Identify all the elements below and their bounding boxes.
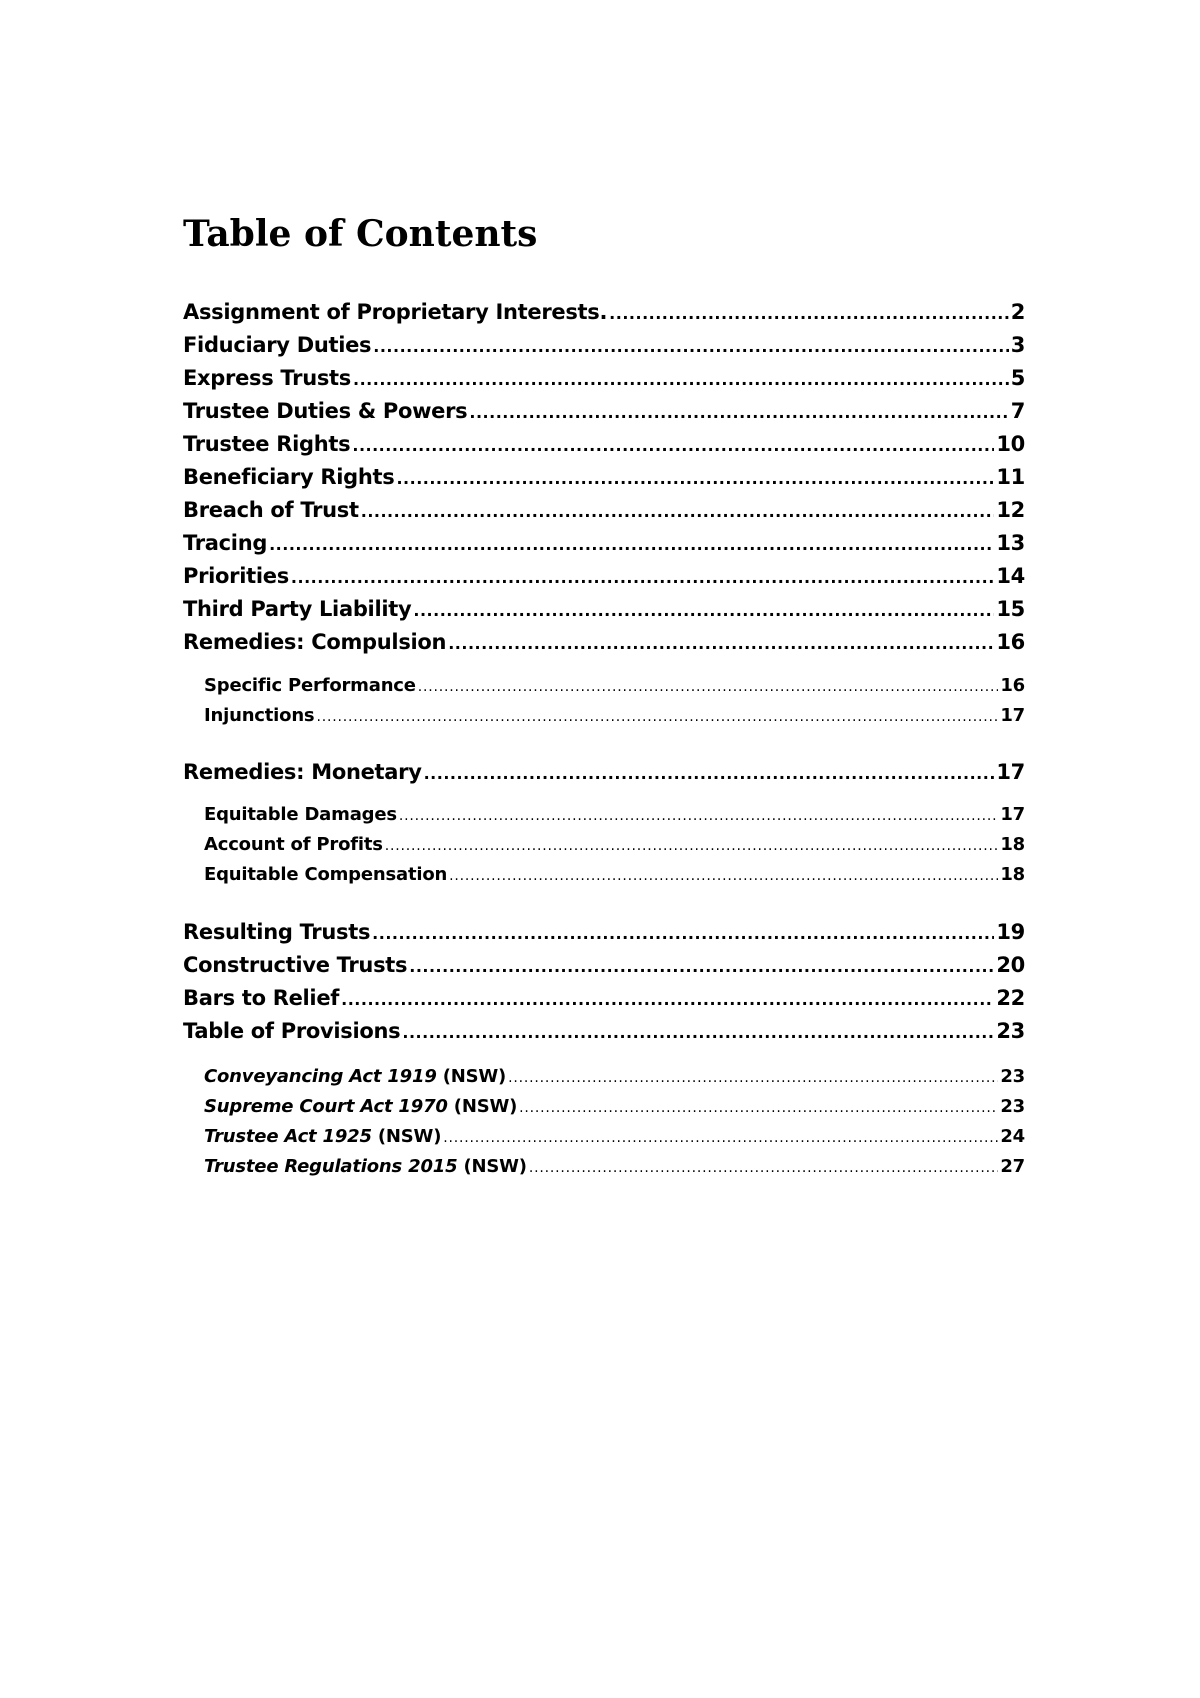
toc-entry-label: Beneficiary Rights <box>183 465 395 489</box>
toc-entry-label <box>204 1093 517 1121</box>
toc-page-number: 19 <box>996 920 1025 944</box>
toc-page-number: 10 <box>996 432 1025 456</box>
toc-entry-label <box>204 1153 527 1181</box>
toc-entry[interactable] <box>183 330 1025 360</box>
toc-entry-label: Table of Provisions <box>183 1019 401 1043</box>
toc-subentry[interactable] <box>204 1093 1025 1121</box>
toc-dot-leader <box>449 862 998 890</box>
toc-page-number: 17 <box>1000 804 1025 825</box>
toc-page-number: 24 <box>1000 1126 1025 1147</box>
toc-entry[interactable] <box>183 1016 1025 1046</box>
toc-page-number: 17 <box>996 760 1025 784</box>
toc-page-number: 3 <box>1010 333 1025 357</box>
toc-dot-leader <box>448 629 994 659</box>
toc-entry-label: Account of Profits <box>204 834 383 855</box>
toc-page-number: 11 <box>996 465 1025 489</box>
toc-page-number: 16 <box>1000 675 1025 696</box>
jurisdiction: (NSW) <box>457 1156 527 1177</box>
toc-dot-leader <box>352 431 994 461</box>
toc-page-number: 27 <box>1000 1156 1025 1177</box>
toc-dot-leader <box>396 464 994 494</box>
toc-dot-leader <box>372 919 994 949</box>
toc-subentry[interactable] <box>204 702 1025 730</box>
toc-page-number: 15 <box>996 597 1025 621</box>
toc-entry-label: Remedies: Monetary <box>183 760 422 784</box>
toc-entry-label: Tracing <box>183 531 268 555</box>
toc-entry-label: Priorities <box>183 564 289 588</box>
toc-dot-leader <box>519 1094 998 1122</box>
toc-dot-leader <box>443 1124 998 1152</box>
toc-page-number: 23 <box>1000 1066 1025 1087</box>
toc-dot-leader <box>269 530 994 560</box>
toc-page-number: 18 <box>1000 834 1025 855</box>
toc-page-number: 23 <box>1000 1096 1025 1117</box>
toc-entry[interactable] <box>183 627 1025 657</box>
toc-entry-label: Constructive Trusts <box>183 953 408 977</box>
toc-dot-leader <box>385 832 999 860</box>
toc-dot-leader <box>373 332 1008 362</box>
toc-page-number: 16 <box>996 630 1025 654</box>
toc-page-number: 22 <box>996 986 1025 1010</box>
jurisdiction: (NSW) <box>436 1066 507 1087</box>
toc-dot-leader <box>361 497 995 527</box>
toc-dot-leader <box>529 1154 999 1182</box>
toc-page-number: 7 <box>1010 399 1025 423</box>
toc-dot-leader <box>469 398 1008 428</box>
toc-page-number: 17 <box>1000 705 1025 726</box>
toc-dot-leader <box>418 673 999 701</box>
toc-subentry[interactable] <box>204 801 1025 829</box>
toc-entry-label <box>204 1123 441 1151</box>
toc-dot-leader <box>402 1018 994 1048</box>
statute-name: Supreme Court Act 1970 <box>204 1096 448 1117</box>
toc-dot-leader <box>399 802 999 830</box>
toc-entry[interactable] <box>183 528 1025 558</box>
toc-entry[interactable] <box>183 429 1025 459</box>
toc-entry[interactable] <box>183 917 1025 947</box>
toc-entry[interactable] <box>183 950 1025 980</box>
toc-entry[interactable] <box>183 396 1025 426</box>
toc-page-number: 13 <box>996 531 1025 555</box>
toc-entry[interactable] <box>183 757 1025 787</box>
statute-name: Trustee Act 1925 <box>204 1126 372 1147</box>
toc-entry[interactable] <box>183 363 1025 393</box>
toc-entry-label: Specific Performance <box>204 675 416 696</box>
toc-dot-leader <box>508 1064 998 1092</box>
toc-page-number: 20 <box>996 953 1025 977</box>
toc-page-number: 23 <box>996 1019 1025 1043</box>
toc-dot-leader <box>413 596 994 626</box>
toc-dot-leader <box>424 759 995 789</box>
toc-entry-label <box>204 1063 506 1091</box>
toc-entry-label: Fiduciary Duties <box>183 333 372 357</box>
jurisdiction: (NSW) <box>447 1096 518 1117</box>
toc-entry-label: Third Party Liability <box>183 597 412 621</box>
toc-subentry[interactable] <box>204 861 1025 889</box>
toc-entry-label: Trustee Rights <box>183 432 351 456</box>
toc-page-number: 2 <box>1010 300 1025 324</box>
toc-dot-leader <box>316 703 998 731</box>
toc-entry-label: Equitable Damages <box>204 804 397 825</box>
toc-entry[interactable] <box>183 594 1025 624</box>
toc-entry-label: Assignment of Proprietary Interests. <box>183 300 608 324</box>
toc-subentry[interactable] <box>204 1123 1025 1151</box>
page-title: Table of Contents <box>183 213 538 255</box>
jurisdiction: (NSW) <box>371 1126 442 1147</box>
toc-entry-label: Resulting Trusts <box>183 920 371 944</box>
toc-entry-label: Bars to Relief <box>183 986 340 1010</box>
statute-name: Conveyancing Act 1919 <box>204 1066 437 1087</box>
toc-entry-label: Injunctions <box>204 705 315 726</box>
toc-dot-leader <box>609 299 1009 329</box>
toc-entry[interactable] <box>183 495 1025 525</box>
toc-entry-label: Remedies: Compulsion <box>183 630 447 654</box>
toc-entry-label: Express Trusts <box>183 366 351 390</box>
toc-entry[interactable] <box>183 561 1025 591</box>
toc-entry[interactable] <box>183 462 1025 492</box>
toc-subentry[interactable] <box>204 1153 1025 1181</box>
toc-dot-leader <box>353 365 1009 395</box>
toc-page-number: 12 <box>996 498 1025 522</box>
toc-dot-leader <box>291 563 994 593</box>
toc-subentry[interactable] <box>204 831 1025 859</box>
toc-entry-label: Equitable Compensation <box>204 864 448 885</box>
toc-subentry[interactable] <box>204 1063 1025 1091</box>
toc-entry-label: Trustee Duties & Powers <box>183 399 468 423</box>
statute-name: Trustee Regulations 2015 <box>204 1156 458 1177</box>
toc-page-number: 14 <box>996 564 1025 588</box>
toc-page-number: 18 <box>1000 864 1025 885</box>
toc-subentry[interactable] <box>204 672 1025 700</box>
toc-dot-leader <box>341 985 994 1015</box>
toc-dot-leader <box>409 952 994 982</box>
toc-page-number: 5 <box>1010 366 1025 390</box>
toc-entry-label: Breach of Trust <box>183 498 359 522</box>
toc-entry[interactable] <box>183 983 1025 1013</box>
toc-entry[interactable] <box>183 297 1025 327</box>
